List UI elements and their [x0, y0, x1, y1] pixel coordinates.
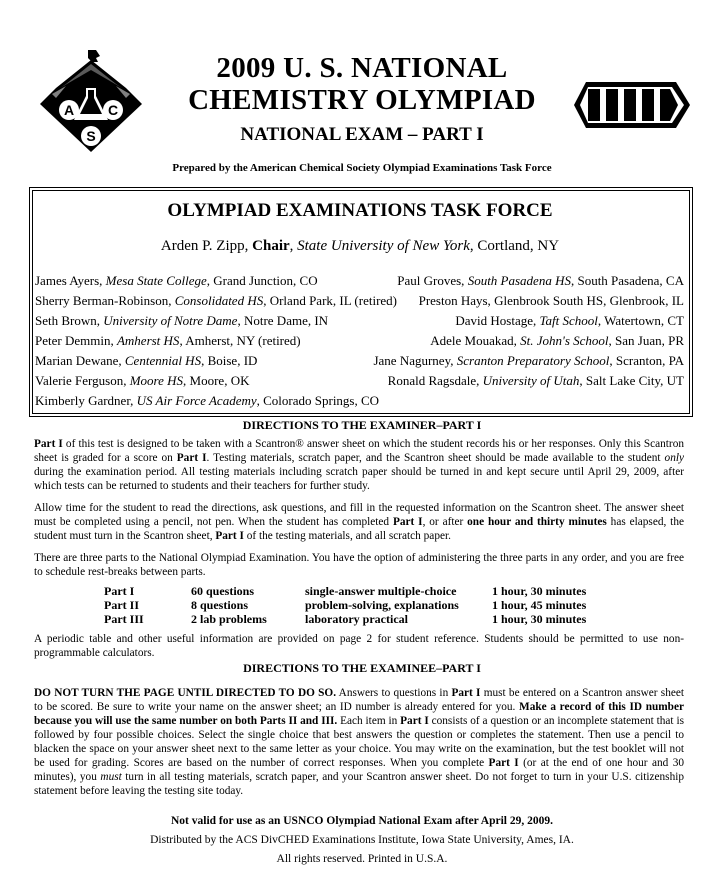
member-location: Glenbrook South HS, Glenbrook, IL — [494, 293, 684, 308]
member-right — [373, 353, 684, 369]
text: . Testing materials, scratch paper, and the Scantron sheet should be made available to the student — [206, 452, 665, 464]
table-cell-part: Part I — [104, 584, 135, 598]
member-school: US Air Force Academy — [136, 393, 257, 408]
examiner-paragraph-3: There are three parts to the National Olympiad Examination. You have the option of administering the three parts in any order, and you are free to schedule rest-breaks between parts. — [34, 552, 684, 578]
table-cell-time: 1 hour, 30 minutes — [492, 612, 587, 626]
member-school: Scranton Preparatory School — [456, 353, 610, 368]
table-cell-part: Part II — [104, 598, 139, 612]
member-right — [397, 273, 684, 289]
table-cell-part: Part III — [104, 612, 144, 626]
member-left — [35, 373, 249, 389]
table-cell-count: 8 questions — [191, 598, 249, 612]
member-school: Centennial HS — [124, 353, 202, 368]
member-left — [35, 293, 397, 309]
table-cell-time: 1 hour, 45 minutes — [492, 598, 587, 612]
member-name: Kimberly Gardner, — [35, 393, 137, 408]
text: of the testing materials, and all scratch paper. — [243, 530, 451, 542]
member-location: , Amherst, NY (retired) — [179, 333, 301, 348]
table-cell-time: 1 hour, 30 minutes — [492, 584, 587, 598]
member-right — [455, 313, 684, 329]
member-name: Preston Hays, — [418, 293, 495, 308]
text-bold: Part I — [392, 516, 423, 528]
text: must be entered on a Scantron answer sheet to be scored. Be sure to write your name on the answer sheet; an ID number is already entered for you. — [34, 687, 685, 713]
member-school: Taft School — [539, 313, 598, 328]
member-location: , Notre Dame, IN — [237, 313, 329, 328]
examiner-paragraph-1 — [34, 437, 684, 493]
table-cell-type: single-answer multiple-choice — [305, 584, 457, 598]
text: Allow time for the student to read the directions, ask questions, and fill in the requested information on the Scantron sheet. The answer sheet must be completed using a pencil, not pen. When the student has completed — [34, 502, 684, 528]
distribution-notice: Distributed by the ACS DivCHED Examinations Institute, Iowa State University, Ames, IA. — [150, 834, 574, 846]
member-name: James Ayers, — [35, 273, 106, 288]
member-name: Sherry Berman-Robinson, — [35, 293, 175, 308]
member-right — [388, 373, 684, 389]
member-school: Mesa State College — [105, 273, 207, 288]
text: , or after — [422, 516, 468, 528]
text: turn in all testing materials, scratch paper, and your Scantron answer sheet. Do not forget to turn in your U.S. citizenship statement before leaving the testing site today. — [34, 771, 685, 797]
table-cell-type: laboratory practical — [305, 612, 408, 626]
member-left — [35, 273, 318, 289]
logo-letter-s: S — [86, 128, 96, 144]
member-school: St. John's School — [520, 333, 609, 348]
member-left — [35, 393, 379, 409]
table-cell-type: problem-solving, explanations — [305, 598, 459, 612]
member-location: , Salt Lake City, UT — [579, 373, 684, 388]
member-name: David Hostage, — [455, 313, 540, 328]
member-location: , Orland Park, IL (retired) — [263, 293, 398, 308]
chair-sep: , — [289, 238, 298, 254]
chair-line — [32, 238, 688, 255]
rights-notice: All rights reserved. Printed in U.S.A. — [276, 853, 448, 865]
text: of this test is designed to be taken with a Scantron® answer sheet on which the student records his or her responses. Only this Scantron sheet is graded for a score on — [34, 438, 684, 464]
text: consists of a question or an incomplete statement that is followed by four possible choices. Select the single choice that best answers the question or completes the statement. Then use a pencil to blacken the space on your answer sheet next to the same letter as your choice. You may write on the examination, but the test booklet will not be used for grading. Scores are based on the number of correct responses. When you complete — [34, 715, 684, 769]
task-force-title: OLYMPIAD EXAMINATIONS TASK FORCE — [167, 200, 553, 221]
text: (or at the end of one hour and 30 minutes), you — [34, 757, 684, 783]
member-name: Jane Nagurney, — [373, 353, 457, 368]
member-left — [35, 313, 328, 329]
chair-affiliation: State University of New York — [297, 238, 470, 254]
table-cell-count: 2 lab problems — [191, 612, 267, 626]
text: Answers to questions in — [336, 687, 452, 699]
member-name: Ronald Ragsdale, — [387, 373, 483, 388]
member-location: , Watertown, CT — [597, 313, 684, 328]
member-name: Marian Dewane, — [35, 353, 125, 368]
member-name: Peter Demmin, — [35, 333, 117, 348]
member-school: Moore HS — [129, 373, 184, 388]
text-bold: DO NOT TURN THE PAGE UNTIL DIRECTED TO DO SO. — [34, 687, 337, 699]
member-location: , South Pasadena, CA — [570, 273, 684, 288]
text: has elapsed, the student must turn in the Scantron sheet, — [34, 516, 684, 542]
member-location: , San Juan, PR — [608, 333, 684, 348]
examiner-paragraph-2 — [34, 501, 684, 543]
exam-subtitle: NATIONAL EXAM – PART I — [240, 124, 484, 145]
table-cell-count: 60 questions — [191, 584, 255, 598]
member-school: Amherst HS — [116, 333, 180, 348]
member-location: , Scranton, PA — [609, 353, 684, 368]
examinee-heading: DIRECTIONS TO THE EXAMINEE–PART I — [243, 661, 481, 675]
member-school: Consolidated HS — [174, 293, 264, 308]
logo-letter-a: A — [63, 102, 75, 118]
chair-role: Chair — [252, 238, 290, 254]
member-name: Adele Mouakad, — [430, 333, 521, 348]
member-location: , Boise, ID — [201, 353, 258, 368]
text-bold: Part I — [488, 757, 519, 769]
text-bold: Part I — [400, 715, 429, 727]
member-left — [35, 333, 301, 349]
text-italic: must — [100, 771, 122, 783]
prepared-by: Prepared by the American Chemical Society Olympiad Examinations Task Force — [172, 162, 552, 174]
text-bold: one hour and thirty minutes — [467, 516, 607, 528]
title-line-2: CHEMISTRY OLYMPIAD — [188, 84, 536, 116]
text-bold: Make a record of this ID number because you will use the same number on both Parts II and III. — [34, 701, 684, 727]
examinee-paragraph — [34, 686, 684, 798]
chair-name: Arden P. Zipp, — [160, 238, 253, 254]
member-location: , Grand Junction, CO — [206, 273, 318, 288]
member-name: Paul Groves, — [397, 273, 468, 288]
member-left — [35, 353, 257, 369]
text-bold: Part I — [34, 438, 63, 450]
text: Each item in — [337, 715, 401, 727]
text-italic: only — [664, 452, 684, 464]
member-name: Valerie Ferguson, — [35, 373, 130, 388]
text-bold: Part I — [176, 452, 207, 464]
logo-letter-c: C — [107, 102, 119, 118]
title-line-1: 2009 U. S. NATIONAL — [216, 52, 508, 84]
text-bold: Part I — [451, 687, 481, 699]
chair-city: , Cortland, NY — [469, 238, 560, 254]
text: during the examination period. All testing materials including scratch paper should be turned in and kept secure until April 29, 2009, after which tests can be returned to students and their teachers for further study. — [34, 466, 684, 492]
member-school: University of Notre Dame — [103, 313, 238, 328]
member-right — [419, 293, 684, 309]
member-location: , Moore, OK — [183, 373, 250, 388]
member-name: Seth Brown, — [35, 313, 104, 328]
member-school: South Pasadena HS — [467, 273, 571, 288]
examiner-heading: DIRECTIONS TO THE EXAMINER–PART I — [242, 418, 482, 432]
text-bold: Part I — [215, 530, 244, 542]
examiner-paragraph-4: A periodic table and other useful information are provided on page 2 for student reference. Students should be permitted to use non-programmable calculators. — [34, 633, 684, 659]
member-location: , Colorado Springs, CO — [256, 393, 380, 408]
validity-notice: Not valid for use as an USNCO Olympiad National Exam after April 29, 2009. — [171, 815, 553, 827]
member-right — [430, 333, 684, 349]
member-school: University of Utah — [482, 373, 580, 388]
